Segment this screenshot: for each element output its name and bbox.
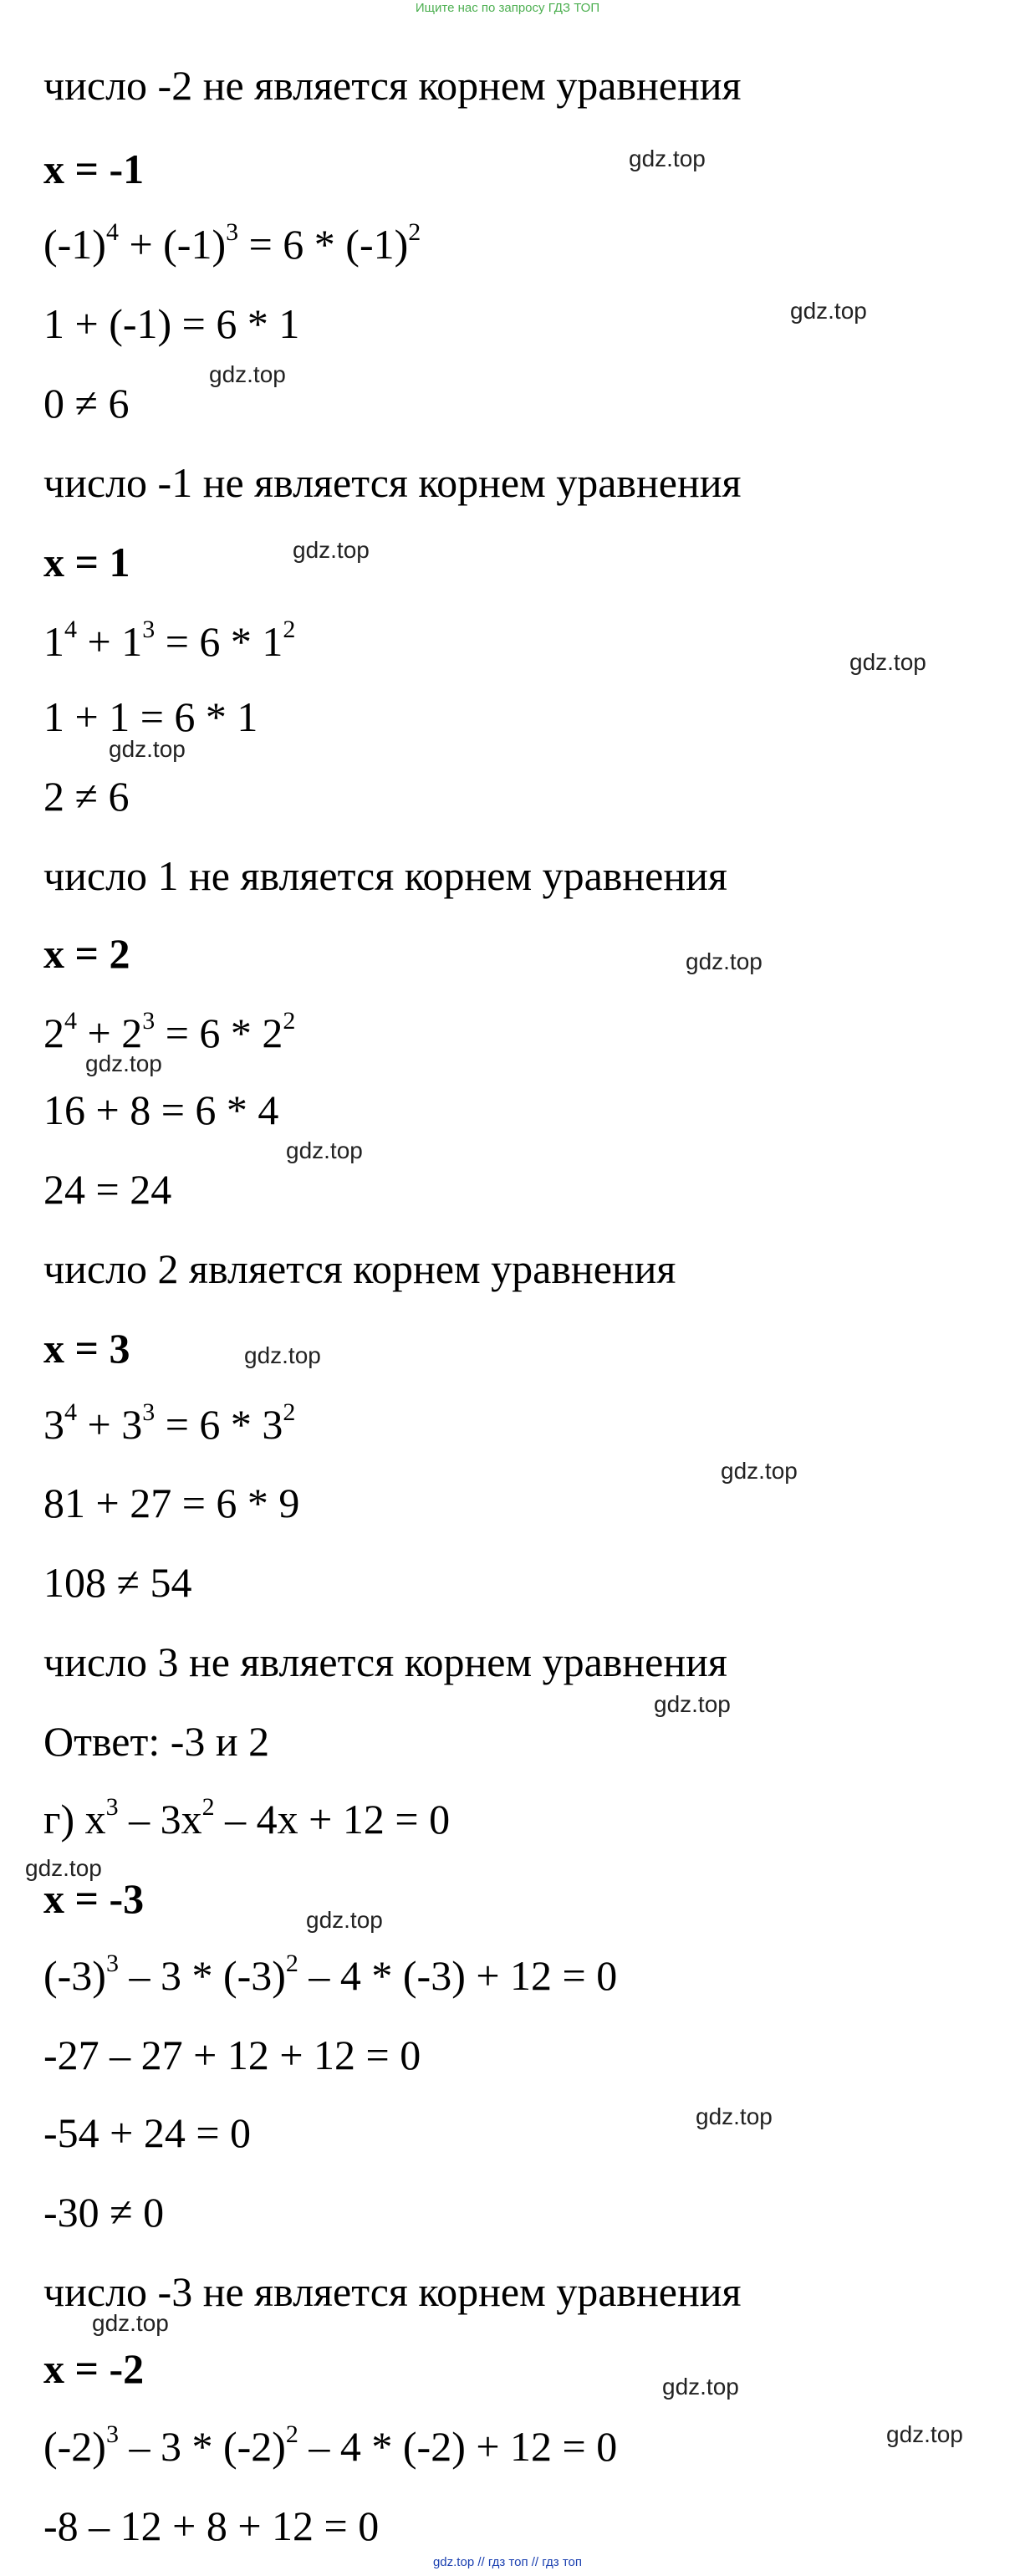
watermark: gdz.top: [686, 948, 763, 974]
exponent: 2: [408, 218, 421, 246]
term: = 6 * 3: [155, 1401, 283, 1448]
term: = 6 * (-1): [238, 221, 409, 268]
equation-line: [43, 1399, 295, 1449]
case-heading: x = -1: [43, 146, 145, 192]
term: – 3x: [118, 1796, 202, 1843]
watermark: gdz.top: [25, 1855, 102, 1881]
term: – 4 * (-2) + 12 = 0: [298, 2423, 618, 2470]
term: + (-1): [118, 221, 227, 268]
exponent: 2: [285, 1950, 298, 1977]
watermark: gdz.top: [293, 537, 370, 563]
exponent: 2: [283, 1398, 296, 1426]
exponent: 2: [283, 616, 296, 643]
term: – 4 * (-3) + 12 = 0: [298, 1952, 618, 1999]
term: (-2): [43, 2423, 106, 2470]
exponent: 2: [201, 1793, 215, 1821]
exponent: 2: [283, 1007, 296, 1035]
term: – 3 * (-2): [118, 2423, 286, 2470]
term: (-3): [43, 1952, 106, 1999]
exponent: 3: [142, 616, 156, 643]
watermark: gdz.top: [790, 298, 867, 324]
watermark: gdz.top: [286, 1137, 363, 1163]
text-line: число -3 не является корнем уравнения: [43, 2268, 742, 2315]
text-line: 24 = 24: [43, 1166, 172, 1213]
watermark: gdz.top: [849, 649, 926, 675]
watermark: gdz.top: [85, 1050, 162, 1076]
text-line: 81 + 27 = 6 * 9: [43, 1480, 300, 1526]
equation-line: [43, 616, 295, 667]
text-line: -30 ≠ 0: [43, 2189, 165, 2236]
term: = 6 * 2: [155, 1009, 283, 1056]
watermark: gdz.top: [721, 1458, 798, 1484]
text-line: -8 – 12 + 8 + 12 = 0: [43, 2502, 380, 2549]
term: г) x: [43, 1796, 106, 1843]
equation-line: [43, 1950, 617, 2001]
text-line: число 3 не является корнем уравнения: [43, 1638, 727, 1685]
bottom-banner[interactable]: gdz.top // гдз топ // гдз топ: [432, 2555, 583, 2569]
equation-line: [43, 1008, 295, 1058]
text-line: -54 + 24 = 0: [43, 2109, 252, 2156]
exponent: 3: [226, 218, 239, 246]
exponent: 3: [142, 1398, 156, 1426]
exponent: 3: [105, 2420, 119, 2448]
exponent: 2: [285, 2420, 298, 2448]
exponent: 3: [142, 1007, 156, 1035]
text-line: число 1 не является корнем уравнения: [43, 852, 727, 899]
term: 2: [43, 1009, 64, 1056]
watermark: gdz.top: [696, 2103, 773, 2129]
watermark: gdz.top: [886, 2421, 963, 2447]
equation-line: [43, 219, 421, 269]
exponent: 4: [64, 1398, 77, 1426]
equation-line: [43, 1794, 450, 1844]
term: + 3: [77, 1401, 143, 1448]
text-line: число -1 не является корнем уравнения: [43, 459, 742, 506]
term: 3: [43, 1401, 64, 1448]
watermark: gdz.top: [306, 1907, 383, 1933]
top-banner[interactable]: Ищите нас по запросу ГДЗ ТОП: [415, 1, 600, 15]
case-heading: x = 2: [43, 930, 130, 977]
watermark: gdz.top: [654, 1691, 731, 1717]
text-line: 1 + 1 = 6 * 1: [43, 693, 258, 740]
term: (-1): [43, 221, 106, 268]
case-heading: x = -2: [43, 2345, 145, 2392]
answer-line: Ответ: -3 и 2: [43, 1718, 270, 1765]
case-heading: x = 3: [43, 1325, 130, 1372]
text-line: -27 – 27 + 12 + 12 = 0: [43, 2032, 421, 2078]
watermark: gdz.top: [209, 361, 286, 387]
watermark: gdz.top: [109, 736, 186, 762]
exponent: 3: [105, 1950, 119, 1977]
equation-line: [43, 2421, 617, 2471]
term: – 4x + 12 = 0: [214, 1796, 451, 1843]
text-line: 2 ≠ 6: [43, 773, 130, 820]
case-heading: x = -3: [43, 1875, 145, 1922]
case-heading: x = 1: [43, 539, 130, 585]
term: + 2: [77, 1009, 143, 1056]
term: + 1: [77, 618, 143, 665]
exponent: 4: [64, 1007, 77, 1035]
text-line: число -2 не является корнем уравнения: [43, 62, 742, 109]
exponent: 4: [105, 218, 119, 246]
exponent: 4: [64, 616, 77, 643]
watermark: gdz.top: [629, 146, 706, 171]
text-line: 0 ≠ 6: [43, 380, 130, 427]
text-line: 1 + (-1) = 6 * 1: [43, 300, 300, 347]
watermark: gdz.top: [92, 2310, 169, 2336]
watermark: gdz.top: [244, 1342, 321, 1368]
text-line: 16 + 8 = 6 * 4: [43, 1086, 279, 1133]
term: = 6 * 1: [155, 618, 283, 665]
term: – 3 * (-3): [118, 1952, 286, 1999]
watermark: gdz.top: [662, 2374, 739, 2400]
term: 1: [43, 618, 64, 665]
exponent: 3: [105, 1793, 119, 1821]
text-line: число 2 является корнем уравнения: [43, 1245, 676, 1292]
text-line: 108 ≠ 54: [43, 1559, 192, 1606]
